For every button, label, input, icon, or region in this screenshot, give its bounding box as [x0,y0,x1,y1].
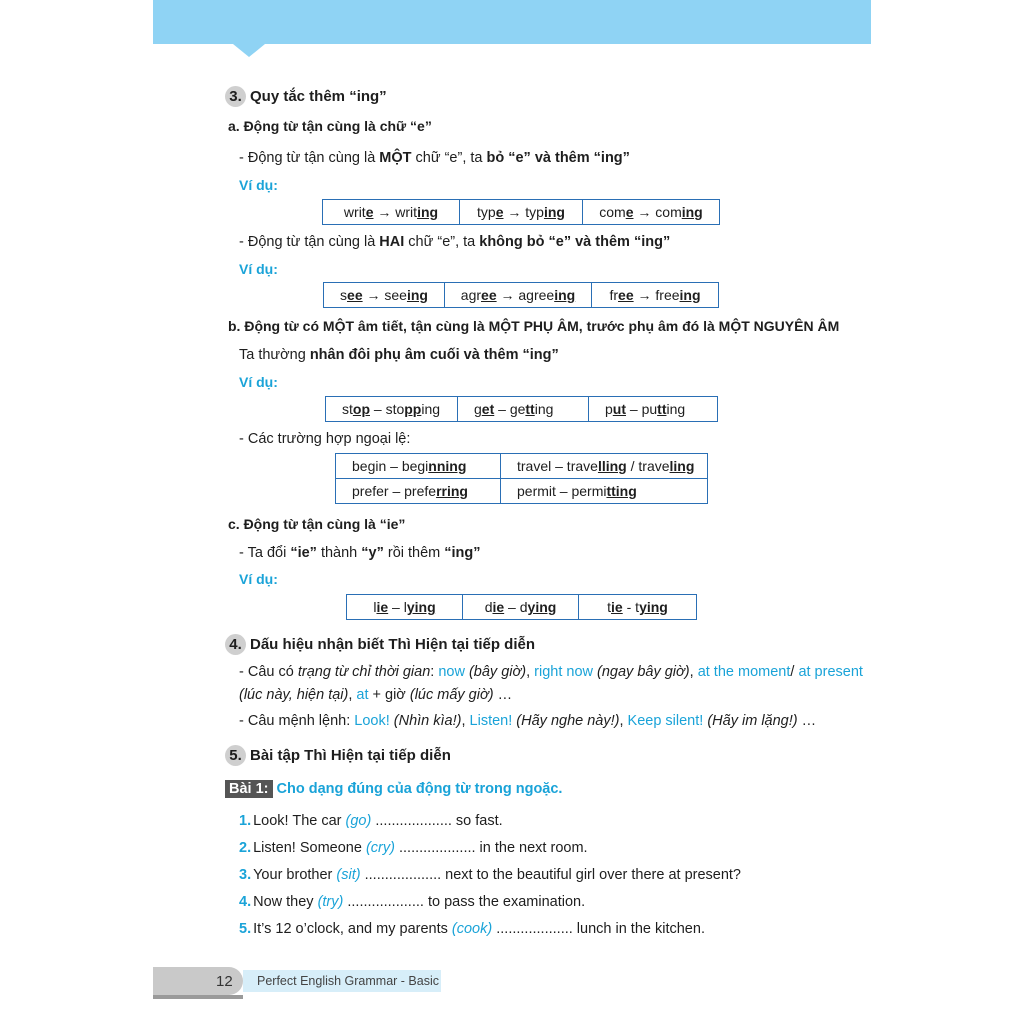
rule-emphasis: “y” [361,545,384,561]
rule-a1 [239,150,630,166]
question-4: 4. Now they (try) ................... to pass the examination. [239,894,586,910]
signal-line-2: (lúc này, hiện tại), at + giờ (lúc mấy giờ) … [239,687,513,703]
rule-text: chữ “e”, ta [411,150,487,166]
signal-line-1: - Câu có trạng từ chỉ thời gian: now (bây giờ), right now (ngay bây giờ), at the moment/ at present [239,664,863,680]
example-cell: come → coming [583,200,720,225]
rule-text: - Ta đổi [239,545,291,561]
example-table-b [325,396,718,422]
section-4-title: Dấu hiệu nhận biết Thì Hiện tại tiếp diễn [250,636,536,653]
example-table-a2 [323,282,719,308]
example-cell: stop – stopping [326,397,458,422]
exception-cell: permit – permitting [501,479,708,504]
section-3-number: 3. [225,86,246,107]
exceptions-table [335,453,708,504]
example-cell: free → freeing [592,283,719,308]
rule-emphasis: “ie” [290,545,317,561]
exception-cell: begin – beginning [336,454,501,479]
example-cell: see → seeing [324,283,445,308]
exercise-instruction: Cho dạng đúng của động từ trong ngoặc. [276,781,563,797]
subsection-a-title: a. Động từ tận cùng là chữ “e” [228,118,432,134]
rule-text: - Động từ tận cùng là [239,150,380,166]
example-label: Ví dụ: [239,261,278,277]
header-band-pointer [153,44,871,57]
section-4-heading [225,634,535,655]
section-3-title: Quy tắc thêm “ing” [250,88,387,105]
rule-emphasis: MỘT [379,150,412,166]
book-title: Perfect English Grammar - Basic [257,974,439,988]
example-label: Ví dụ: [239,374,278,390]
rule-text: thành [316,545,362,561]
example-cell: agree → agreeing [445,283,592,308]
rule-a2 [239,234,670,250]
exception-cell: prefer – preferring [336,479,501,504]
exercise-tag: Bài 1: [225,780,273,798]
question-3: 3. Your brother (sit) ................... next to the beautiful girl over there at present? [239,867,741,883]
rule-emphasis: bỏ “e” và thêm “ing” [486,150,630,166]
subsection-b-title: b. Động từ có MỘT âm tiết, tận cùng là MỘT PHỤ ÂM, trước phụ âm đó là MỘT NGUYÊN ÂM [228,318,840,334]
subsection-c-title: c. Động từ tận cùng là “ie” [228,516,406,532]
rule-text: chữ “e”, ta [404,234,480,250]
question-5: 5. It’s 12 o’clock, and my parents (cook) ................... lunch in the kitchen. [239,921,705,937]
example-table-c [346,594,697,620]
example-cell: write → writing [323,200,460,225]
rule-text: rồi thêm [383,545,445,561]
question-1: 1. Look! The car (go) ................... so fast. [239,813,503,829]
example-cell: put – putting [589,397,718,422]
rule-c [239,545,481,561]
section-5-heading [225,745,451,766]
rule-emphasis: nhân đôi phụ âm cuối và thêm “ing” [309,347,559,363]
example-label: Ví dụ: [239,177,278,193]
rule-b [239,347,559,363]
section-5-number: 5. [225,745,246,766]
question-2: 2. Listen! Someone (cry) ................... in the next room. [239,840,588,856]
section-5-title: Bài tập Thì Hiện tại tiếp diễn [250,747,451,764]
exception-cell: travel – travelling / traveling [501,454,708,479]
example-cell: type → typing [460,200,583,225]
example-label: Ví dụ: [239,571,278,587]
example-cell: lie – lying [347,595,463,620]
section-4-number: 4. [225,634,246,655]
example-table-a1 [322,199,720,225]
rule-emphasis: HAI [379,234,405,250]
exceptions-label: - Các trường hợp ngoại lệ: [239,431,411,447]
signal-line-3: - Câu mệnh lệnh: Look! (Nhìn kìa!), Listen! (Hãy nghe này!), Keep silent! (Hãy im lặng!) … [239,713,817,729]
rule-emphasis: “ing” [444,545,481,561]
example-cell: die – dying [463,595,579,620]
header-band [153,0,871,44]
section-3-heading [225,86,387,107]
exercise-header [225,780,562,798]
example-cell: tie - tying [579,595,697,620]
rule-emphasis: không bỏ “e” và thêm “ing” [479,234,671,250]
rule-text: - Động từ tận cùng là [239,234,380,250]
footer-shadow [153,995,243,999]
example-cell: get – getting [458,397,589,422]
rule-text: Ta thường [239,347,310,363]
page-number: 12 [216,973,233,990]
